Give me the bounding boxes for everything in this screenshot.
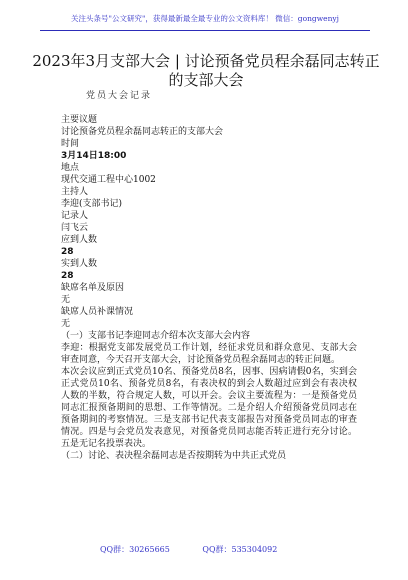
field-value-absent: 无 [61,295,71,305]
field-label-attended: 实到人数 [61,259,98,269]
field-value-location: 现代交通工程中心1002 [61,175,156,185]
field-label-topic: 主要议题 [61,115,98,125]
field-label-host: 主持人 [61,187,89,197]
field-value-topic: 讨论预备党员程余磊同志转正的支部大会 [61,127,224,137]
field-value-recorder: 闫飞云 [61,223,89,233]
field-label-location: 地点 [61,163,80,173]
footer-qq-group-1: QQ群：30265665 [100,545,170,554]
document-subtitle: 党员大会记录 [86,91,153,101]
footer-qq-group-2: QQ群：535304092 [202,545,278,554]
field-value-attended: 28 [61,271,74,281]
field-label-absent: 缺席名单及原因 [61,283,125,293]
field-value-makeup: 无 [61,319,71,329]
field-value-time: 3月14日18:00 [61,151,127,161]
document-title: 2023年3月支部大会 | 讨论预备党员程余磊同志转正的支部大会 [32,52,380,89]
section1-heading: （一）支部书记李迎同志介绍本次支部大会内容 [61,331,251,341]
header-banner [40,8,370,31]
header-banner-text: 关注头条号"公文研究"，获得最新最全最专业的公文资料库！ 微信：gongwenyj [71,14,339,23]
field-value-host: 李迎(支部书记) [61,199,123,209]
document-body [61,114,357,462]
field-label-expected: 应到人数 [61,235,98,245]
field-label-makeup: 缺席人员补课情况 [61,307,134,317]
section1-paragraph-2: 本次会议应到正式党员10名、预备党员8名，因事、因病请假0名，实到会正式党员10名、预备党员8名，有表决权的到会人数超过应到会有表决权人数的半数，符合规定人数，可以开会。会议主要流程为：一是预备党员同志汇报预备期间的思想、工作等情况。二是介绍人介绍预备党员同志在预备期间的考察情况。三是支部书记代表支部报告对预备党员同志的审查情况。四是与会党员发表意见，对预备党员同志能否转正进行充分讨论。五是无记名投票表决。 [61,367,357,449]
field-label-time: 时间 [61,139,80,149]
footer [100,544,340,558]
field-label-recorder: 记录人 [61,211,89,221]
section1-paragraph-1: 李迎：根据党支部发展党员工作计划，经征求党员和群众意见、支部大会审查同意，今天召开支部大会，讨论预备党员程余磊同志的转正问题。 [61,343,357,365]
field-value-expected: 28 [61,247,74,257]
section2-heading: （二）讨论、表决程余磊同志是否按期转为中共正式党员 [61,451,287,461]
